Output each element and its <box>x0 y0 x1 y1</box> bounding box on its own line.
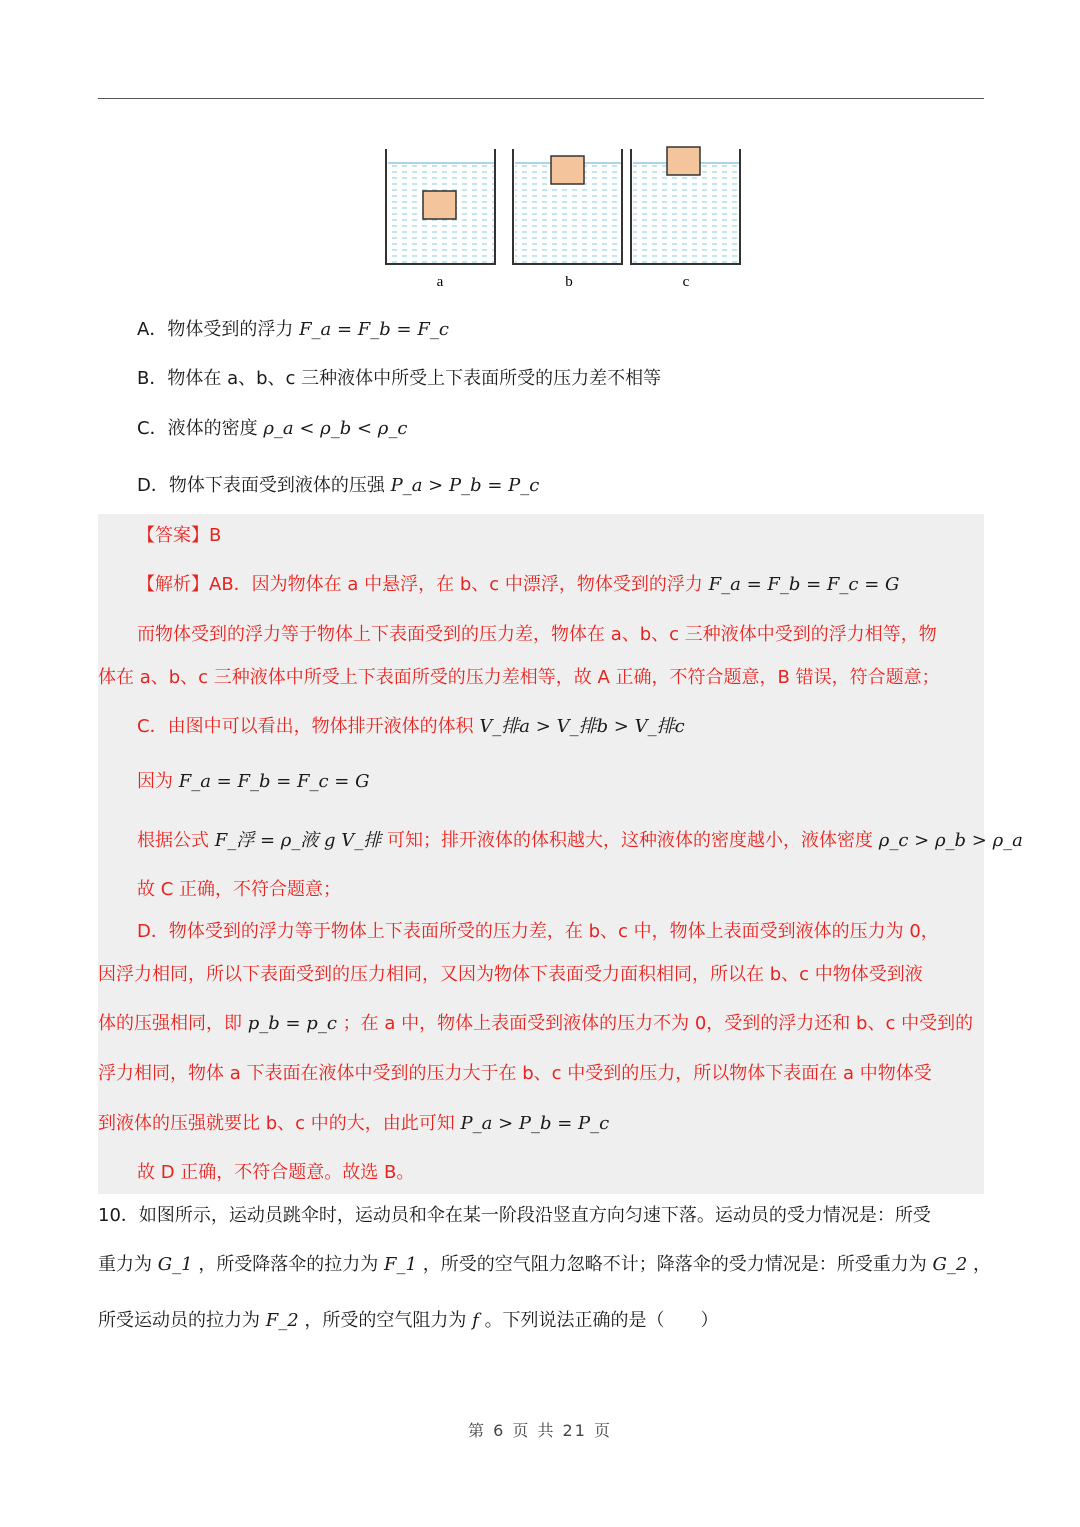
beaker-a <box>386 149 495 264</box>
beaker-c <box>631 147 740 264</box>
analysis-line-12: 到液体的压强就要比 b、c 中的大，由此可知 P_a > P_b = P_c <box>98 1113 610 1134</box>
analysis-line-8: D．物体受到的浮力等于物体上下表面所受的压力差，在 b、c 中，物体上表面受到液体的压力为 0， <box>137 921 939 942</box>
label-a: a <box>436 274 444 290</box>
question-10-line-3: 所受运动员的拉力为 F_2 ，所受的空气阻力为 f 。下列说法正确的是（ ） <box>98 1310 719 1331</box>
analysis-line-2: 而物体受到的浮力等于物体上下表面受到的压力差，物体在 a、b、c 三种液体中受到的浮力相等，物 <box>137 624 937 645</box>
option-a-math: F_a = F_b = F_c <box>299 319 449 340</box>
block-b <box>551 156 584 184</box>
analysis-line-6: 根据公式 F_浮 = ρ_液 g V_排 可知；排开液体的体积越大，这种液体的密度越小，液体密度 ρ_c > ρ_b > ρ_a <box>137 830 1023 851</box>
analysis-line-11: 浮力相同，物体 a 下表面在液体中受到的压力大于在 b、c 中受到的压力，所以物体下表面在 a 中物体受 <box>98 1063 932 1084</box>
question-10-line-2: 重力为 G_1 ，所受降落伞的拉力为 F_1 ，所受的空气阻力忽略不计；降落伞的受力情况是：所受重力为 G_2 ， <box>98 1254 992 1275</box>
answer-box <box>98 514 984 1194</box>
analysis-line-5: 因为 F_a = F_b = F_c = G <box>137 771 370 792</box>
option-c-math: ρ_a < ρ_b < ρ_c <box>263 418 408 439</box>
beaker-b <box>513 149 622 264</box>
analysis-line-4: C．由图中可以看出，物体排开液体的体积 V_排a > V_排b > V_排c <box>137 716 685 737</box>
analysis-line-3: 体在 a、b、c 三种液体中所受上下表面所受的压力差相等，故 A 正确，不符合题意，B 错误，符合题意； <box>98 667 940 688</box>
option-d-math: P_a > P_b = P_c <box>390 475 540 496</box>
option-c: C．液体的密度 ρ_a < ρ_b < ρ_c <box>137 418 408 439</box>
analysis-line-13: 故 D 正确，不符合题意。故选 B。 <box>137 1162 415 1183</box>
block-a <box>423 191 456 219</box>
analysis-line-1: 【解析】AB．因为物体在 a 中悬浮，在 b、c 中漂浮，物体受到的浮力 F_a = F_b = F_c = G <box>137 574 900 595</box>
beakers-figure <box>382 145 744 295</box>
label-c: c <box>682 274 690 290</box>
question-10-line-1: 10．如图所示，运动员跳伞时，运动员和伞在某一阶段沿竖直方向匀速下落。运动员的受力情况是：所受 <box>98 1205 931 1226</box>
option-a: A．物体受到的浮力 F_a = F_b = F_c <box>137 319 449 340</box>
analysis-line-9: 因浮力相同，所以下表面受到的压力相同，又因为物体下表面受力面积相同，所以在 b、c 中物体受到液 <box>98 964 923 985</box>
header-rule <box>98 98 984 99</box>
page-footer: 第 6 页 共 21 页 <box>468 1421 612 1440</box>
analysis-line-10: 体的压强相同，即 p_b = p_c ；在 a 中，物体上表面受到液体的压力不为 0，受到的浮力还和 b、c 中受到的 <box>98 1013 974 1034</box>
label-b: b <box>565 274 573 290</box>
option-b: B．物体在 a、b、c 三种液体中所受上下表面所受的压力差不相等 <box>137 368 662 389</box>
answer-label: 【答案】B <box>137 525 222 546</box>
option-d: D．物体下表面受到液体的压强 P_a > P_b = P_c <box>137 475 540 496</box>
block-c <box>667 147 700 175</box>
analysis-line-7: 故 C 正确，不符合题意； <box>137 879 342 900</box>
